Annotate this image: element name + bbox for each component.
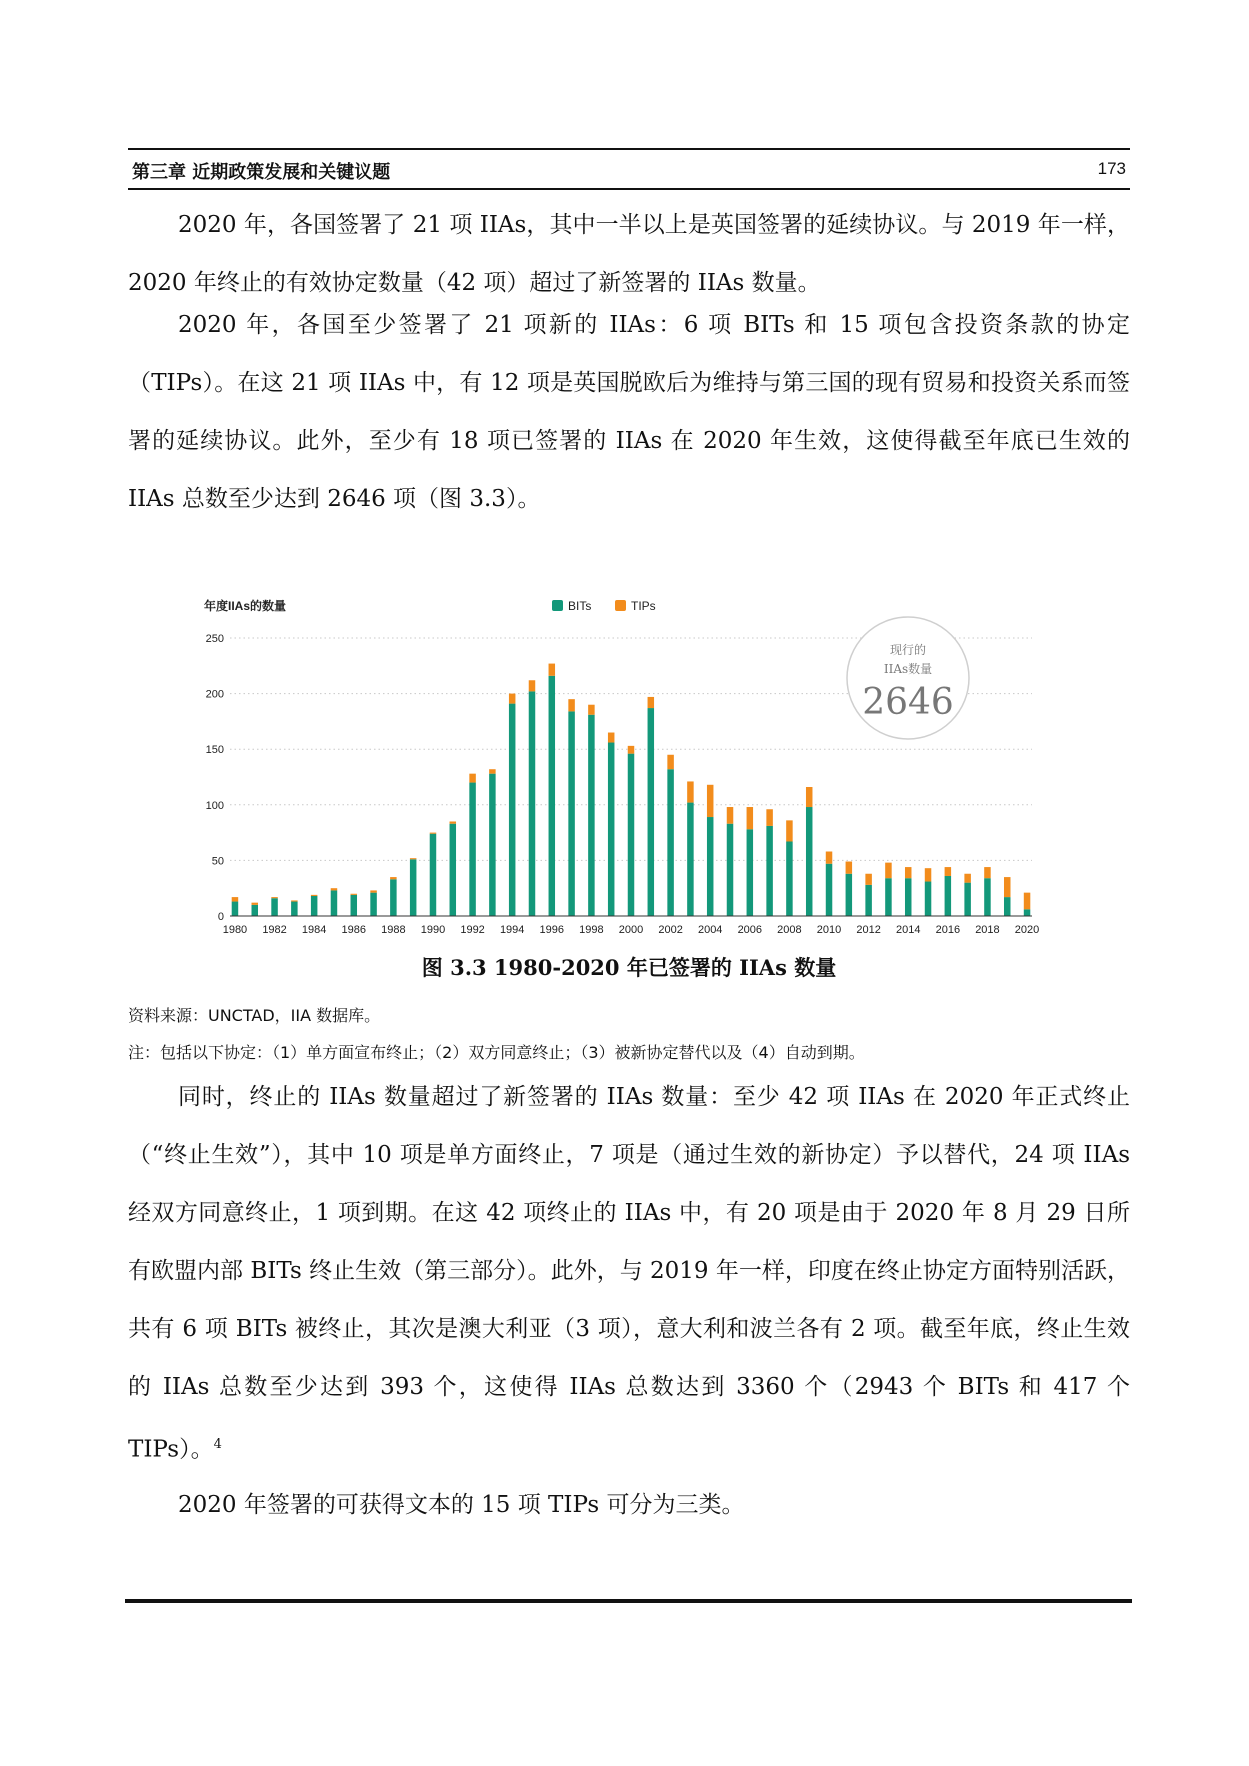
footnote: 注：包括以下协定：（1）单方面宣布终止；（2）双方同意终止；（3）被新协定替代以及（4）自动到期。 bbox=[128, 1043, 865, 1062]
bar-tips bbox=[747, 807, 754, 829]
bar-bits bbox=[430, 834, 437, 916]
bar-tips bbox=[351, 894, 358, 895]
x-tick-label: 2016 bbox=[935, 924, 961, 936]
x-tick-label: 1998 bbox=[579, 924, 604, 936]
bar-bits bbox=[707, 817, 714, 916]
bar-bits bbox=[786, 841, 793, 916]
x-tick-label: 2018 bbox=[975, 924, 1000, 936]
paragraph-4: 2020 年签署的可获得文本的 15 项 TIPs 可分为三类。 bbox=[178, 1492, 745, 1518]
bar-bits bbox=[984, 878, 991, 916]
y-tick-label: 0 bbox=[217, 911, 224, 923]
footnote-marker: 4 bbox=[213, 1437, 222, 1452]
total-badge bbox=[847, 617, 969, 739]
x-tick-label: 2012 bbox=[856, 924, 881, 936]
total-badge-line2: IIAs数量 bbox=[883, 662, 933, 676]
bar-tips bbox=[1004, 877, 1011, 897]
legend-swatch-tips bbox=[615, 600, 626, 611]
bar-tips bbox=[509, 694, 516, 704]
bar-tips bbox=[311, 895, 318, 896]
bar-bits bbox=[727, 824, 734, 916]
bar-tips bbox=[232, 897, 239, 901]
bar-bits bbox=[608, 743, 615, 916]
y-axis-title: 年度IIAs的数量 bbox=[204, 599, 287, 613]
bar-bits bbox=[885, 878, 892, 916]
bar-bits bbox=[351, 895, 358, 916]
bar-tips bbox=[291, 900, 298, 901]
bar-tips bbox=[588, 705, 595, 715]
bar-bits bbox=[271, 898, 278, 916]
bar-tips bbox=[430, 833, 437, 834]
x-tick-label: 2004 bbox=[697, 924, 723, 936]
bar-bits bbox=[588, 715, 595, 916]
bar-bits bbox=[865, 885, 872, 916]
bar-tips bbox=[390, 877, 397, 879]
x-tick-label: 1990 bbox=[420, 924, 446, 936]
bar-bits bbox=[450, 824, 457, 916]
bar-bits bbox=[925, 882, 932, 916]
chapter-title: 第三章 近期政策发展和关键议题 bbox=[132, 162, 391, 183]
bar-bits bbox=[1024, 909, 1030, 916]
y-tick-label: 250 bbox=[205, 633, 224, 645]
bar-tips bbox=[529, 680, 536, 691]
y-tick-label: 50 bbox=[211, 855, 224, 868]
bar-bits bbox=[291, 902, 298, 916]
bar-tips bbox=[331, 888, 338, 890]
x-tick-label: 2020 bbox=[1014, 924, 1040, 936]
bar-bits bbox=[549, 676, 556, 916]
bar-tips bbox=[469, 774, 476, 783]
bar-tips bbox=[648, 697, 655, 708]
bar-tips bbox=[252, 903, 259, 905]
bar-bits bbox=[568, 711, 575, 916]
bar-tips bbox=[826, 852, 833, 864]
bar-bits bbox=[806, 807, 813, 916]
page-number: 173 bbox=[1097, 159, 1126, 178]
bar-bits bbox=[390, 879, 397, 916]
bar-tips bbox=[1024, 893, 1030, 910]
bar-tips bbox=[568, 699, 575, 711]
bar-bits bbox=[687, 803, 694, 916]
bar-bits bbox=[232, 902, 239, 916]
paragraph-1: 2020 年，各国签署了 21 项 IIAs，其中一半以上是英国签署的延续协议。与 2019 年一样，2020 年终止的有效协定数量（42 项）超过了新签署的 IIAs 数量。 bbox=[128, 212, 1130, 296]
iia-bar-chart bbox=[200, 588, 1050, 938]
x-tick-label: 2000 bbox=[618, 924, 644, 936]
bar-tips bbox=[964, 874, 971, 883]
bar-tips bbox=[865, 874, 872, 885]
bar-tips bbox=[271, 897, 278, 898]
bar-bits bbox=[648, 708, 655, 916]
footer-rule bbox=[125, 1599, 1132, 1603]
paragraph-3 bbox=[128, 1068, 1130, 1479]
bar-bits bbox=[529, 691, 536, 916]
bar-bits bbox=[964, 883, 971, 916]
bar-bits bbox=[509, 704, 516, 916]
bar-bits bbox=[747, 829, 754, 916]
bar-tips bbox=[707, 785, 714, 817]
bar-bits bbox=[311, 896, 318, 916]
legend bbox=[552, 599, 656, 613]
y-tick-label: 150 bbox=[205, 744, 224, 757]
paragraph-3-text: 同时，终止的 IIAs 数量超过了新签署的 IIAs 数量：至少 42 项 IIAs 在 2020 年正式终止（“终止生效”），其中 10 项是单方面终止，7 项是（通过生效的新协定）予以替代，24 项 IIAs 经双方同意终止，1 项到期。在这 42 项终止的 IIAs 中，有 20 项是由于 2020 年 8 月 29 日所有欧盟内部 BITs 终止生效（第三部分）。此外，与 2019 年一样，印度在终止协定方面特别活跃，共有 6 项 BITs 被终止，其次是澳大利亚（3 项），意大利和波兰各有 2 项。截至年底，终止生效的 IIAs 总数至少达到 393 个，这使得 IIAs 总数达到 3360 个（2943 个 BITs 和 417 个 TIPs）。 bbox=[128, 1084, 1130, 1463]
x-tick-label: 1984 bbox=[301, 924, 327, 936]
bar-bits bbox=[766, 826, 773, 916]
bar-tips bbox=[450, 821, 457, 823]
legend-label-bits: BITs bbox=[568, 599, 592, 613]
bar-tips bbox=[370, 890, 377, 892]
bar-bits bbox=[667, 769, 674, 916]
bar-tips bbox=[905, 867, 912, 878]
bar-tips bbox=[766, 809, 773, 826]
x-tick-label: 1988 bbox=[381, 924, 406, 936]
x-tick-label: 2008 bbox=[777, 924, 802, 936]
x-tick-label: 1992 bbox=[460, 924, 485, 936]
source-note: 资料来源：UNCTAD，IIA 数据库。 bbox=[128, 1006, 381, 1025]
x-tick-label: 1982 bbox=[262, 924, 287, 936]
bar-bits bbox=[826, 864, 833, 916]
total-badge-line1: 现行的 bbox=[889, 643, 927, 657]
bar-tips bbox=[846, 862, 853, 874]
x-tick-label: 1986 bbox=[341, 924, 367, 936]
page-header bbox=[128, 148, 1130, 190]
x-tick-label: 2002 bbox=[658, 924, 683, 936]
bar-bits bbox=[331, 890, 338, 916]
paragraph-2: 2020 年，各国至少签署了 21 项新的 IIAs：6 项 BITs 和 15 项包含投资条款的协定（TIPs）。在这 21 项 IIAs 中，有 12 项是英国脱欧后为维持与第三国的现有贸易和投资关系而签署的延续协议。此外，至少有 18 项已签署的 IIAs 在 2020 年生效，这使得截至年底已生效的 IIAs 总数至少达到 2646 项（图 3.3）。 bbox=[128, 312, 1130, 512]
bar-bits bbox=[846, 874, 853, 916]
bar-tips bbox=[628, 746, 635, 754]
x-tick-label: 1994 bbox=[499, 924, 525, 936]
bar-bits bbox=[1004, 897, 1011, 916]
bar-tips bbox=[687, 781, 694, 802]
x-tick-label: 1996 bbox=[539, 924, 565, 936]
bar-tips bbox=[925, 868, 932, 881]
bar-bits bbox=[628, 754, 635, 916]
bar-tips bbox=[727, 807, 734, 824]
legend-swatch-bits bbox=[552, 600, 563, 611]
bar-tips bbox=[806, 787, 813, 807]
bar-bits bbox=[905, 878, 912, 916]
bar-bits bbox=[945, 876, 952, 916]
bar-tips bbox=[945, 867, 952, 876]
bar-bits bbox=[252, 905, 259, 916]
bar-tips bbox=[549, 664, 556, 676]
bar-tips bbox=[786, 820, 793, 841]
bar-tips bbox=[410, 858, 417, 859]
bar-bits bbox=[370, 893, 377, 916]
bar-tips bbox=[608, 733, 615, 743]
bar-bits bbox=[469, 783, 476, 916]
bar-tips bbox=[667, 755, 674, 769]
bar-tips bbox=[489, 769, 496, 773]
x-tick-label: 2010 bbox=[816, 924, 842, 936]
x-tick-label: 2014 bbox=[895, 924, 921, 936]
bar-bits bbox=[410, 859, 417, 916]
x-tick-label: 2006 bbox=[737, 924, 763, 936]
x-tick-label: 1980 bbox=[222, 924, 248, 936]
y-tick-label: 100 bbox=[205, 799, 224, 812]
figure-caption: 图 3.3 1980-2020 年已签署的 IIAs 数量 bbox=[421, 955, 837, 980]
y-tick-label: 200 bbox=[205, 688, 224, 701]
bar-tips bbox=[984, 867, 991, 878]
bar-tips bbox=[885, 863, 892, 879]
legend-label-tips: TIPs bbox=[631, 599, 656, 613]
bar-bits bbox=[489, 774, 496, 916]
total-badge-value: 2646 bbox=[862, 682, 954, 723]
